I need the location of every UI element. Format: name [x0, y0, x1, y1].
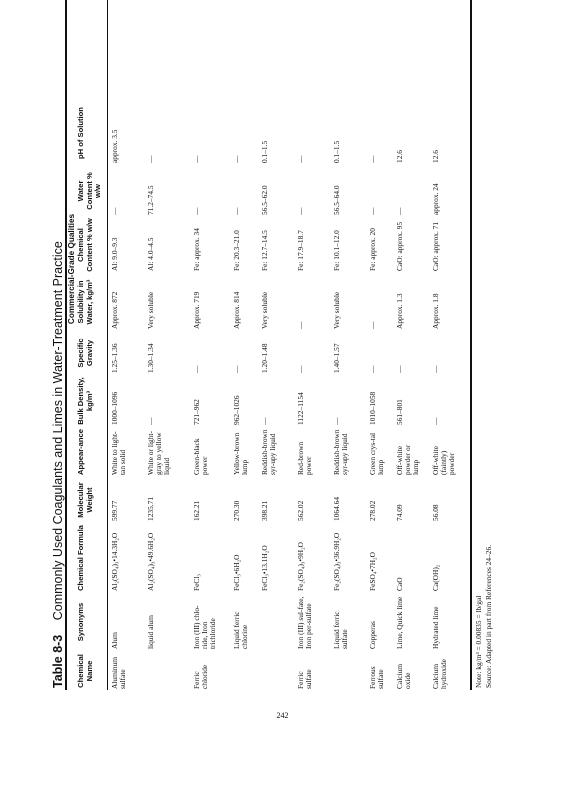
table-cell: Off-white (faintly) powder: [431, 445, 457, 475]
table-cell: 162.21: [192, 500, 201, 521]
table-cell: 12.6: [431, 150, 440, 163]
table-cell: approx. 24: [431, 183, 440, 215]
table-cell: —: [296, 155, 305, 163]
table-cell: 12.6: [395, 150, 404, 163]
table-cell: Red-brown power: [296, 441, 314, 475]
table-cell: Off-white powder or lump: [395, 444, 421, 475]
table-cell: 74.09: [395, 504, 404, 521]
table-cell: FeCl₃: [192, 574, 201, 591]
table-cell: Fe: 10.1–12.0: [332, 230, 341, 271]
table-cell: Lime, Quick lime: [395, 596, 404, 649]
table-cell: 278.02: [368, 500, 377, 521]
table-cell: 71.2–74.5: [146, 185, 155, 215]
table-rule: [470, 0, 472, 690]
table-label: Table 8-3: [51, 634, 65, 688]
table-cell: Approx. 872: [110, 291, 119, 329]
table-cell: —: [431, 417, 440, 425]
table-cell: —: [296, 365, 305, 373]
table-cell: White to light-tan solid: [110, 431, 128, 475]
table-cell: Al: 9.0–9.3: [110, 237, 119, 271]
table-cell: 1.20–1.48: [260, 343, 269, 373]
table-cell: 56.5–64.0: [332, 185, 341, 215]
table-title: Commonly Used Coagulants and Limes in Water-Treatment Practice: [51, 241, 65, 621]
table-cell: —: [260, 417, 269, 425]
table-cell: —: [232, 155, 241, 163]
table-cell: Al₂(SO₄)₃•14.3H₂O: [110, 532, 119, 591]
table-rule: [107, 0, 108, 690]
table-cell: —: [368, 321, 377, 329]
table-cell: Iron (III) chlo-ride, Iron trichloride: [192, 605, 218, 649]
column-header: Water Content % w/w: [76, 172, 103, 210]
table-cell: 1235.71: [146, 496, 155, 521]
table-cell: 398.21: [260, 500, 269, 521]
table-cell: —: [232, 365, 241, 373]
table-cell: —: [192, 365, 201, 373]
table-cell: Al: 4.0–4.5: [146, 237, 155, 271]
table-cell: CaO: approx. 71: [431, 221, 440, 271]
table-cell: Ferrous sulfate: [368, 666, 386, 689]
table-cell: Calcium oxide: [395, 663, 413, 689]
column-header: Chemical Content % w/w: [76, 218, 94, 272]
table-cell: Yellow-brown lump: [232, 432, 250, 475]
table-cell: approx. 3.5: [110, 129, 119, 163]
table-cell: Calcium hydroxide: [431, 659, 449, 689]
column-header: Chemical Name: [76, 654, 94, 688]
table-cell: 1.25–1.36: [110, 343, 119, 373]
table-cell: 1064.64: [332, 496, 341, 521]
table-note: Note: kg/m³ = 0.00835 = lb/gal: [474, 595, 483, 688]
column-header: Appear-ance: [76, 429, 85, 476]
table-cell: liquid alum: [146, 615, 155, 649]
table-cell: CaO: [395, 577, 404, 591]
table-cell: Iron (III) sul-fate, Iron per-sulfate: [296, 596, 314, 649]
table-cell: 962–1026: [232, 395, 241, 425]
column-header: pH of Solution: [76, 107, 85, 159]
page-number: 242: [276, 711, 289, 720]
table-cell: Reddish-brown syr-upy liquid: [332, 429, 350, 475]
table-cell: 721–962: [192, 399, 201, 425]
table-cell: 270.30: [232, 500, 241, 521]
table-cell: —: [146, 417, 155, 425]
table-cell: Al₂(SO₄)₃•49.6H₂O: [146, 532, 155, 591]
table-cell: —: [395, 365, 404, 373]
table-cell: 1122–1154: [296, 392, 305, 425]
table-cell: Approx. 1.8: [431, 293, 440, 329]
table-cell: —: [296, 321, 305, 329]
table-cell: —: [368, 365, 377, 373]
column-header: Chemical Formula: [76, 525, 85, 591]
table-cell: FeCl₃•13.1H₂O: [260, 545, 269, 591]
column-header: Synonyms: [76, 602, 85, 642]
table-cell: Approx. 1.3: [395, 293, 404, 329]
table-cell: —: [368, 155, 377, 163]
group-header: Commercial-Grade Qualities: [67, 213, 76, 325]
table-cell: —: [232, 207, 241, 215]
table-cell: Very soluble: [332, 291, 341, 329]
table-cell: Approx. 719: [192, 291, 201, 329]
table-cell: Fe₂(SO₄)₃•36.9H₂O: [332, 532, 341, 591]
table-cell: Very soluble: [260, 291, 269, 329]
table-cell: —: [368, 207, 377, 215]
table-cell: FeCl₃•6H₂O: [232, 554, 241, 591]
column-header: Specific Gravity: [76, 338, 94, 368]
table-cell: —: [296, 207, 305, 215]
table-cell: 1.40–1.57: [332, 343, 341, 373]
table-cell: Hydrated lime: [431, 606, 440, 649]
table-cell: —: [192, 207, 201, 215]
table-cell: Reddish-brown syr-upy liquid: [260, 429, 278, 475]
table-cell: —: [431, 365, 440, 373]
table-cell: Aluminum sulfate: [110, 656, 128, 689]
column-header: Bulk Density, kg/m³: [76, 377, 94, 425]
table-cell: Green-black power: [192, 438, 210, 475]
table-cell: Very soluble: [146, 291, 155, 329]
table-cell: —: [192, 155, 201, 163]
table-cell: Approx. 814: [232, 291, 241, 329]
table-cell: 599.77: [110, 500, 119, 521]
table-cell: 0.1–1.5: [260, 140, 269, 163]
table-source: Source: Adapted in part from References 24–26.: [484, 544, 493, 688]
table-cell: Fe: 12.7–14.5: [260, 230, 269, 271]
table-cell: Alum: [110, 632, 119, 649]
table-cell: Fe: approx. 34: [192, 228, 201, 271]
table-cell: Fe: approx. 20: [368, 228, 377, 271]
column-header: Solubility in Water, kg/m³: [76, 279, 94, 325]
rotated-table-block: [45, 0, 555, 690]
table-cell: 1.30–1.34: [146, 343, 155, 373]
table-cell: Fe₂(SO₄)₃•9H₂O: [296, 541, 305, 591]
table-cell: Liquid ferric chlorine: [232, 611, 250, 649]
table-cell: Fe: 17.9–18.7: [296, 230, 305, 271]
table-cell: Liquid ferric sulfate: [332, 611, 350, 649]
table-cell: —: [110, 207, 119, 215]
table-cell: —: [395, 207, 404, 215]
table-cell: Ferric chloride: [192, 664, 210, 689]
table-cell: Green crys-tal lump: [368, 432, 386, 475]
table-cell: —: [332, 417, 341, 425]
table-cell: 562.02: [296, 500, 305, 521]
table-cell: 0.1–1.5: [332, 140, 341, 163]
column-header: Molecular Weight: [76, 482, 94, 518]
table-cell: —: [146, 155, 155, 163]
table-cell: Copperas: [368, 621, 377, 649]
table-cell: Ferric sulfate: [296, 669, 314, 689]
table-cell: FeSO₄•7H₂O: [368, 552, 377, 591]
table-cell: White or light- gray to yellow liquid: [146, 431, 172, 475]
table-cell: 561–801: [395, 399, 404, 425]
table-cell: 56.5–62.0: [260, 185, 269, 215]
table-cell: Fe: 20.3–21.0: [232, 230, 241, 271]
table-cell: Ca(OH)₂: [431, 564, 440, 591]
table-cell: 56.08: [431, 504, 440, 521]
table-cell: 1000–1096: [110, 391, 119, 425]
table-cell: 1010–1058: [368, 391, 377, 425]
table-cell: CaO: approx. 95: [395, 221, 404, 271]
